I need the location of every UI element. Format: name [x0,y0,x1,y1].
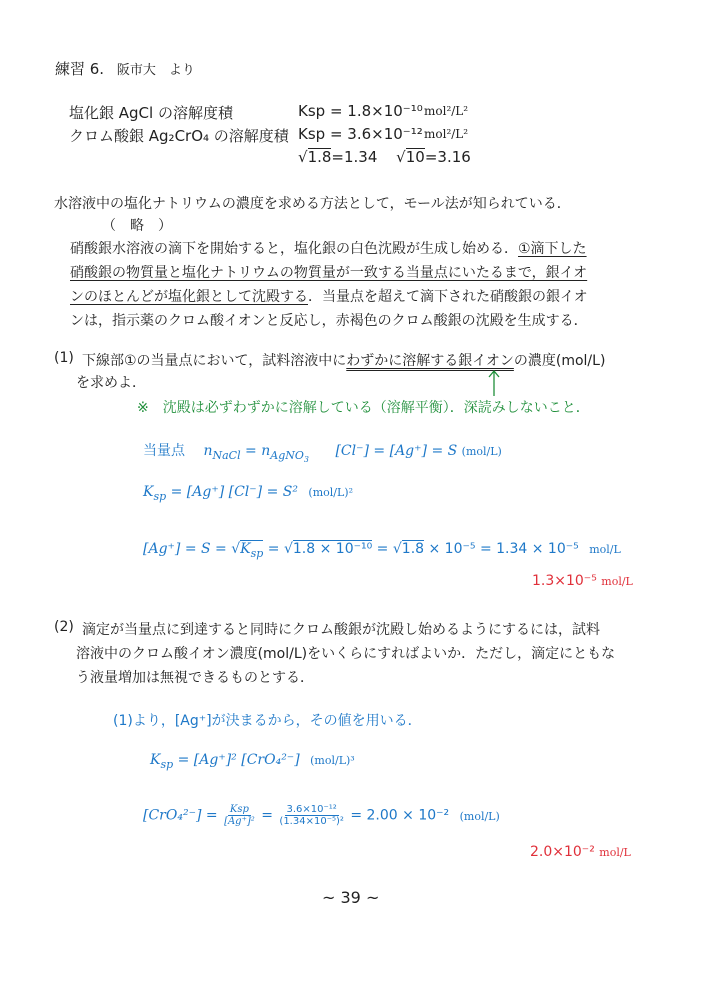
q1-answer: 1.3×10⁻⁵ mol/L [532,573,633,589]
q1-label: (1) [54,350,74,366]
q2-fraction-2: $\frac{\text{3.6×10⁻¹²}}{\text{(1.34×10⁻⁵)²}}$ [279,804,344,827]
q2-fraction-1: $\frac{\text{Ksp}}{\text{[Ag⁺]²}}$ [224,804,255,827]
q2-hint: (1)より，[Ag⁺]が決まるから，その値を用いる． [113,713,422,729]
sqrt-10: √10 [396,148,425,166]
intro-line-4: 硝酸銀の物質量と塩化ナトリウムの物質量が一致する当量点にいたるまで，銀イオ [70,265,588,281]
intro-line-6: ンは，指示薬のクロム酸イオンと反応し，赤褐色のクロム酸銀の沈殿を生成する． [70,313,588,329]
exercise-number: 練習 6. [55,60,105,78]
q2-line-3: う液量増加は無視できるものとする． [76,670,314,686]
q1-eq-equivalence: 当量点 $n_{NaCl} = n_{AgNO_3}$ [Cl⁻] = [Ag⁺] = S (mol/L) [143,443,502,464]
agcl-unit: mol²/L² [424,104,469,118]
ag2cro4-ksp: Ksp = 3.6×10⁻¹² [298,125,423,143]
intro-omitted: （ 略 ） [102,218,172,234]
exercise-source: 阪市大 より [116,63,195,78]
sqrt-18: √1.8 [298,148,332,166]
q1-text: 下線部①の当量点において，試料溶液中にわずかに溶解する銀イオンの濃度(mol/L) [82,353,606,369]
q2-eq-ksp: $K_{sp} = [Ag^+]^2$ [CrO₄²⁻] (mol/L)³ [150,752,355,771]
q2-answer: 2.0×10⁻² mol/L [530,844,631,860]
q1-text-c: を求めよ． [76,375,146,391]
q1-eq-solution: $[Ag^+] = S = √K_{sp} = √1.8 \times 10^{-10} = √1.8 \times 10^{-5} = 1.34 \times 10^{-5}$ mol/L [143,541,621,560]
sqrt-values: √1.8=1.34 √10=3.16 [298,148,471,166]
page-number: ~ 39 ~ [322,888,380,907]
intro-line-1: 水溶液中の塩化ナトリウムの濃度を求める方法として，モール法が知られている． [54,196,571,212]
agcl-label: 塩化銀 AgCl の溶解度積 [69,104,233,122]
exercise-title [55,58,195,79]
q2-label: (2) [54,619,74,635]
underline-part-3: ンのほとんどが塩化銀として沈殿する [70,289,308,305]
intro-line-3: 硝酸銀水溶液の滴下を開始すると，塩化銀の白色沈殿が生成し始める．①滴下した [70,241,587,257]
ag2cro4-unit: mol²/L² [424,127,469,141]
underline-part-1: ①滴下した [518,241,587,257]
q2-eq-chromate: [CrO₄²⁻] = $\frac{\text{Ksp}}{\text{[Ag⁺]²}}$ = $\frac{\text{3.6×10⁻¹²}}{\text{(1.34×10⁻⁵)²}}$ = 2.00 × 10⁻² (mol/L) [143,804,500,827]
q2-line-2: 溶液中のクロム酸イオン濃度(mol/L)をいくらにすればよいか．ただし，滴定にともな [76,646,616,662]
agcl-ksp: Ksp = 1.8×10⁻¹⁰ [298,102,423,120]
q1-note: ※ 沈殿は必ずわずかに溶解している（溶解平衡）．深読みしないこと． [137,400,590,416]
q1-eq-ksp: $K_{sp} = [Ag^+] [Cl^-] = S^2$ (mol/L)² [143,484,353,503]
ag2cro4-label: クロム酸銀 Ag₂CrO₄ の溶解度積 [69,127,289,145]
q2-line-1: 滴定が当量点に到達すると同時にクロム酸銀が沈殿し始めるようにするには，試料 [82,622,600,638]
q1-double-underline: わずかに溶解する銀イオン [346,353,514,369]
intro-line-5: ンのほとんどが塩化銀として沈殿する．当量点を超えて滴下された硝酸銀の銀イオ [70,289,588,305]
q1-arrow [487,368,501,398]
